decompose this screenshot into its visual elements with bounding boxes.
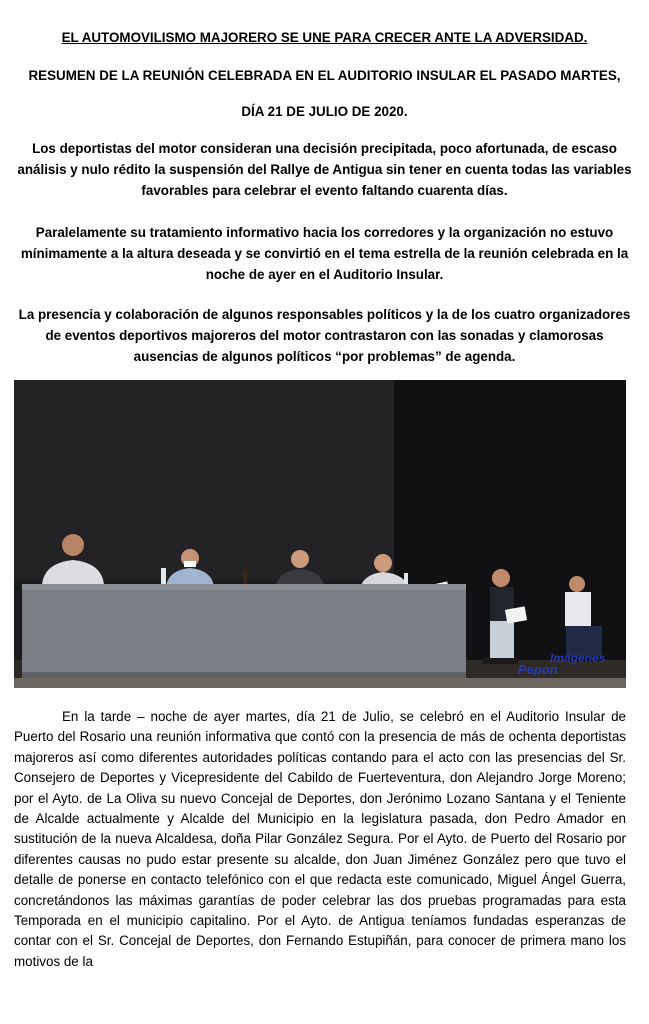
lead-paragraph: La presencia y colaboración de algunos responsables políticos y la de los cuatro organizadores de eventos deportivos majoreros del motor contrastaron con las sonadas y clamorosas ausencias de algunos políticos “por problemas” de agenda. [18, 307, 631, 364]
headline: EL AUTOMOVILISMO MAJORERO SE UNE PARA CRECER ANTE LA ADVERSIDAD. [61, 30, 588, 45]
meeting-photo [14, 380, 626, 688]
body-paragraph: En la tarde – noche de ayer martes, día 21 de Julio, se celebró en el Auditorio Insular de Puerto del Rosario una reunión informativa que contó con la presencia de más de ochenta deportistas majoreros así como diferentes autoridades políticas contando para el acto con las presencias del Sr. Consejero de Deportes y Vicepresidente del Cabildo de Fuerteventura, don Alejandro Jorge Moreno; por el Ayto. de La Oliva su nuevo Concejal de Deportes, don Jerónimo Lozano Santana y el Teniente de Alcalde actualmente y Alcalde del Municipio en la legislatura pasada, don Pedro Amador en sustitución de la nueva Alcaldesa, doña Pilar González Segura. Por el Ayto. de Puerto del Rosario por diferentes causas no pudo estar presente su alcalde, don Juan Jiménez González pero que tuvo el detalle de ponerse en contacto telefónico con el que redacta este comunicado, Miguel Ángel Guerra, concretándonos las máximas garantías de poder celebrar las dos pruebas programadas para esta Temporada en el municipio capitalino. Por el Ayto. de Antigua teníamos fundadas esperanzas de contar con el Sr. Concejal de Deportes, don Fernando Estupiñán, para conocer de primera mano los motivos de la [14, 709, 626, 969]
lead-paragraph: Paralelamente su tratamiento informativo hacia los corredores y la organización no estuvo mínimamente a la altura deseada y se convirtió en el tema estrella de la reunión celebrada en la noche de ayer en el Auditorio Insular. [20, 225, 629, 282]
subheadline-line-2: DÍA 21 DE JULIO DE 2020. [241, 104, 408, 119]
watermark-line-2: Pepon [518, 662, 558, 677]
subheadline-line-1: RESUMEN DE LA REUNIÓN CELEBRADA EN EL AUDITORIO INSULAR EL PASADO MARTES, [28, 68, 621, 83]
watermark-line-1: Imágenes [550, 651, 606, 665]
panel-table [22, 584, 466, 678]
lead-paragraph: Los deportistas del motor consideran una decisión precipitada, poco afortunada, de escaso análisis y nulo rédito la suspensión del Rallye de Antigua sin tener en cuenta todas las variables favorables para celebrar el evento faltando cuarenta días. [17, 141, 632, 198]
body-text [14, 707, 626, 972]
meeting-photo-illustration [14, 380, 626, 688]
